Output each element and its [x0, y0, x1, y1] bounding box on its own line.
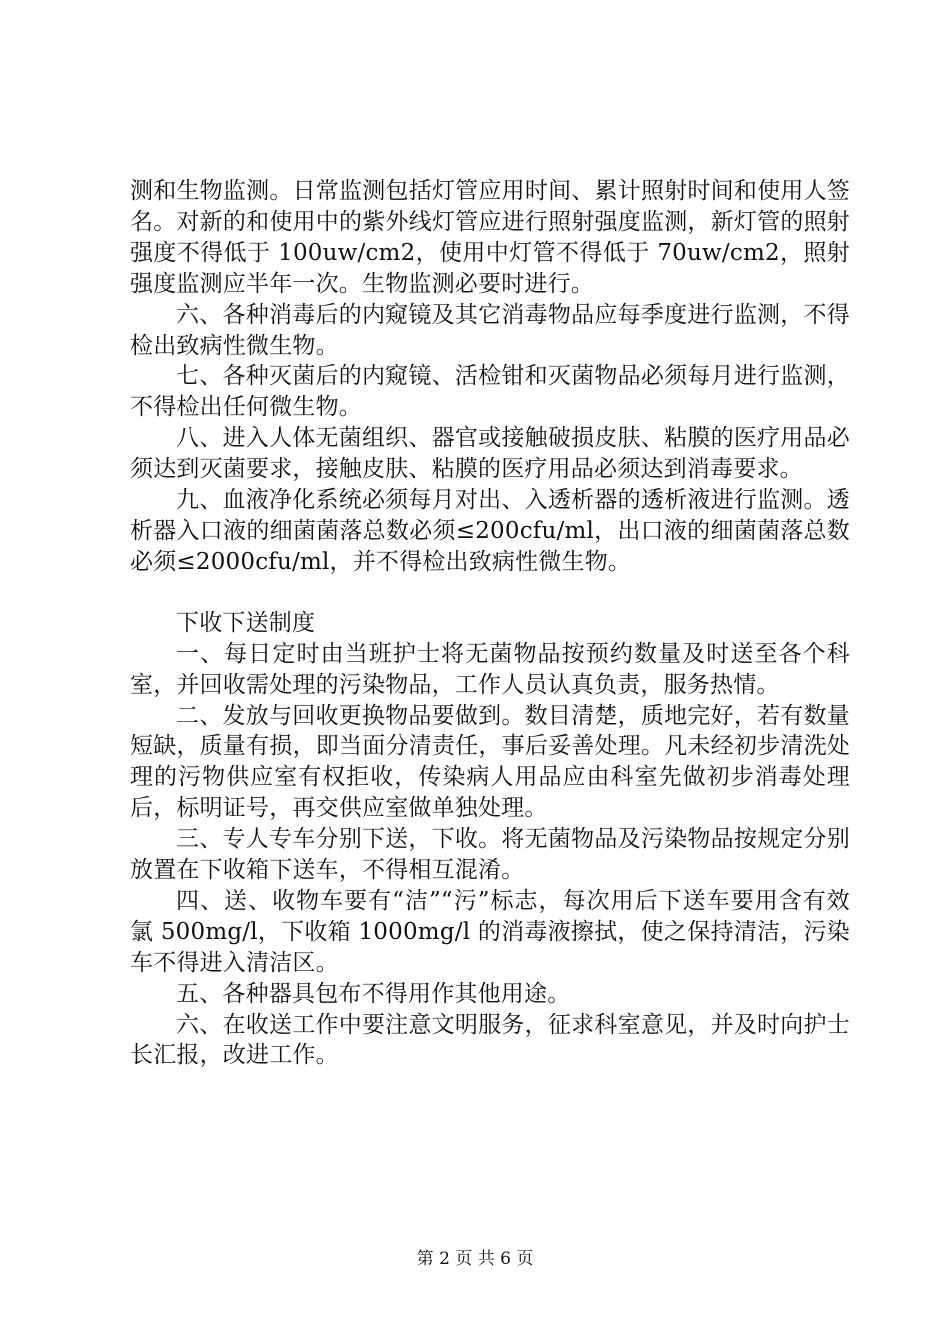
paragraph-item-7: 七、各种灭菌后的内窥镜、活检钳和灭菌物品必须每月进行监测，不得检出任何微生物。 — [130, 363, 850, 421]
rule-item-1: 一、每日定时由当班护士将无菌物品按预约数量及时送至各个科室，并回收需处理的污染物品，工作人员认真负责，服务热情。 — [130, 640, 850, 698]
rule-item-6: 六、在收送工作中要注意文明服务，征求科室意见，并及时向护士长汇报，改进工作。 — [130, 1011, 850, 1069]
document-body — [130, 176, 850, 1071]
page-footer: 第 2 页 共 6 页 — [416, 1249, 534, 1269]
paragraph-item-6: 六、各种消毒后的内窥镜及其它消毒物品应每季度进行监测，不得检出致病性微生物。 — [130, 301, 850, 359]
rule-item-5: 五、各种器具包布不得用作其他用途。 — [176, 980, 571, 1007]
section-gap — [130, 578, 850, 608]
paragraph-continuation: 测和生物监测。日常监测包括灯管应用时间、累计照射时间和使用人签名。对新的和使用中的紫外线灯管应进行照射强度监测，新灯管的照射强度不得低于 100uw/cm2，使用中灯管不得低于 70uw/cm2，照射强度监测应半年一次。生物监测必要时进行。 — [130, 178, 850, 297]
paragraph-item-9: 九、血液净化系统必须每月对出、入透析器的透析液进行监测。透析器入口液的细菌菌落总数必须≤200cfu/ml，出口液的细菌菌落总数必须≤2000cfu/ml，并不得检出致病性微生物。 — [130, 487, 850, 575]
rule-item-3: 三、专人专车分别下送，下收。将无菌物品及污染物品按规定分别放置在下收箱下送车，不得相互混淆。 — [130, 826, 850, 884]
rule-item-4: 四、送、收物车要有“洁”“污”标志，每次用后下送车要用含有效氯 500mg/l，下收箱 1000mg/l 的消毒液擦拭，使之保持清洁，污染车不得进入清洁区。 — [130, 887, 850, 976]
section-title: 下收下送制度 — [176, 609, 316, 636]
paragraph-item-8: 八、进入人体无菌组织、器官或接触破损皮肤、粘膜的医疗用品必须达到灭菌要求，接触皮肤、粘膜的医疗用品必须达到消毒要求。 — [130, 425, 850, 483]
rule-item-2: 二、发放与回收更换物品要做到。数目清楚，质地完好，若有数量短缺，质量有损，即当面分清责任，事后妥善处理。凡未经初步清洗处理的污物供应室有权拒收，传染病人用品应由科室先做初步消毒处理后，标明证号，再交供应室做单独处理。 — [130, 702, 850, 822]
